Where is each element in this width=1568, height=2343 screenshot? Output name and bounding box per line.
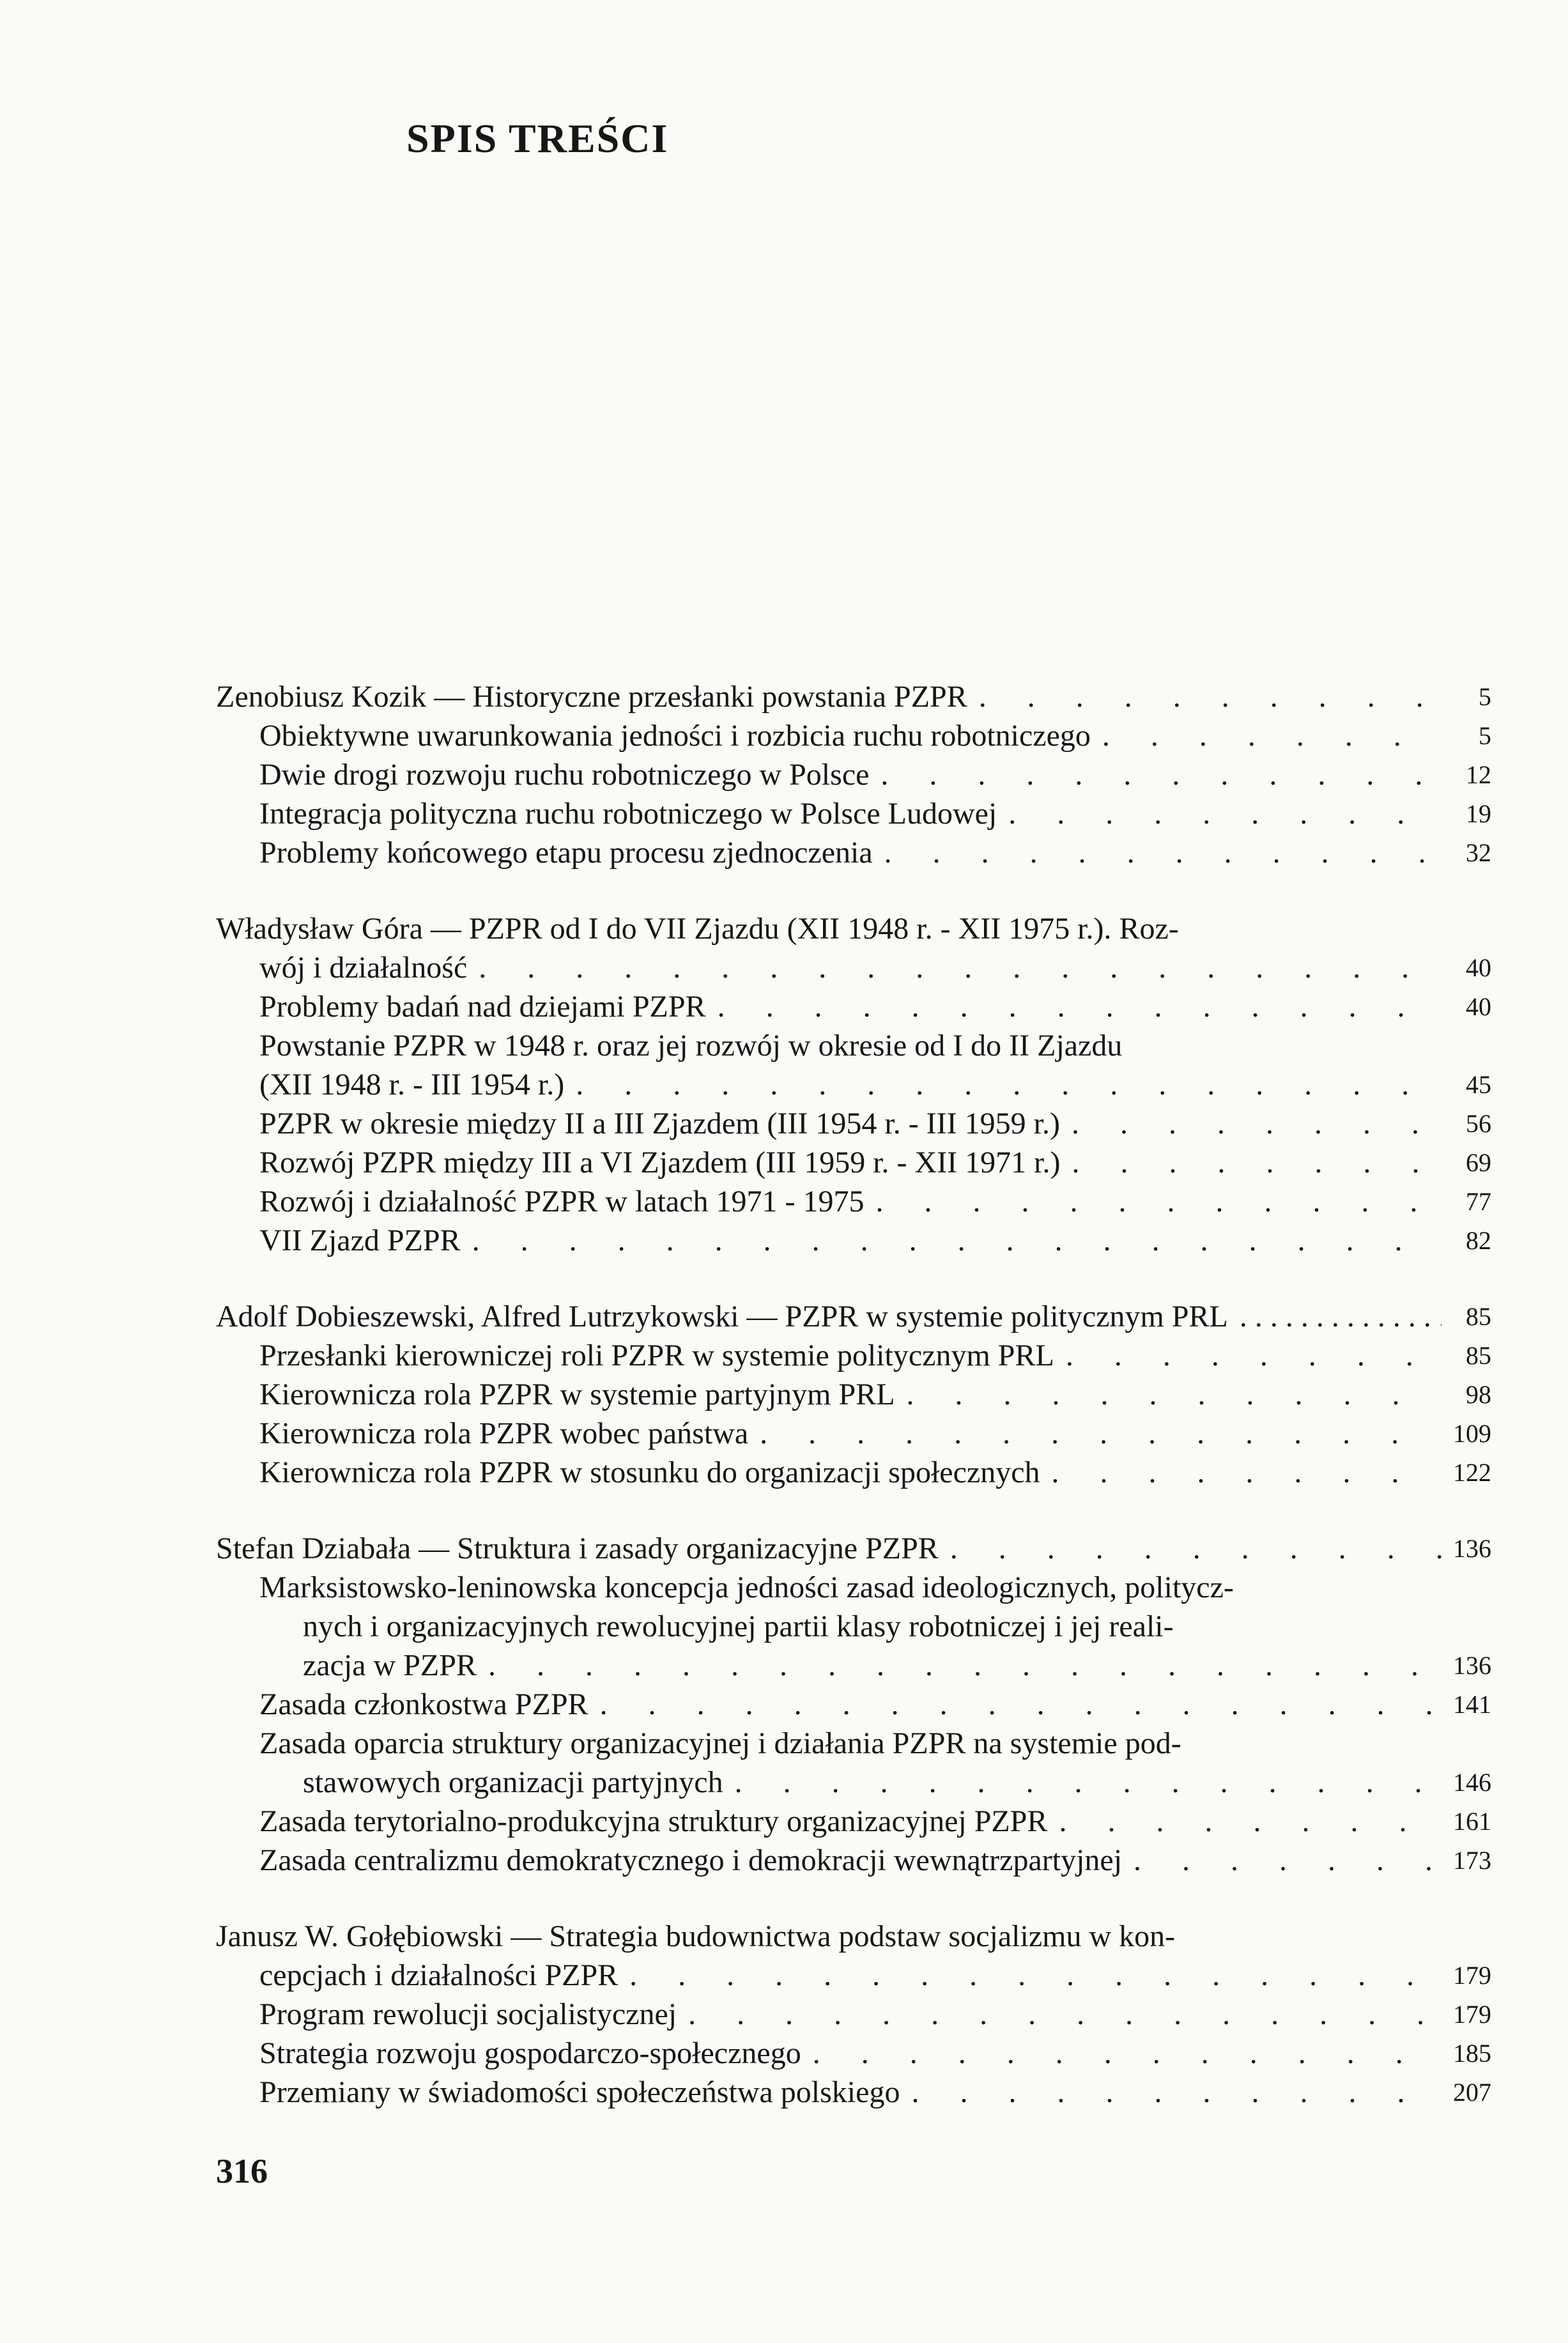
toc-subentry[interactable] [216, 1841, 1491, 1880]
toc-subentry-line2[interactable] [216, 1763, 1491, 1802]
toc-subentry[interactable] [216, 1143, 1491, 1182]
chapter-title: Adolf Dobieszewski, Alfred Lutrzykowski — PZPR w systemie politycznym PRL [216, 1300, 1228, 1333]
subentry-page: 5 [1479, 721, 1491, 750]
subentry-title-cont: zacja w PZPR [303, 1648, 477, 1682]
subentry-title: Strategia rozwoju gospodarczo-społecznego [259, 2036, 801, 2070]
toc-chapter-line2[interactable] [216, 1956, 1491, 1995]
dot-leader [907, 1375, 1441, 1414]
toc-subentry[interactable] [216, 755, 1491, 794]
dot-leader [1066, 1336, 1441, 1375]
subentry-title: Kierownicza rola PZPR wobec państwa [259, 1417, 749, 1450]
dot-leader [1240, 1297, 1441, 1336]
toc-chapter[interactable] [216, 677, 1491, 716]
dot-leader [884, 833, 1441, 872]
toc-subentry[interactable] [216, 1802, 1491, 1841]
subentry-title: Zasada oparcia struktury organizacyjnej i działania PZPR na systemie pod- [259, 1726, 1181, 1760]
dot-leader [1072, 1104, 1441, 1143]
chapter-page: 5 [1479, 682, 1491, 711]
chapter-title: Janusz W. Gołębiowski — Strategia budownictwa podstaw socjalizmu w kon- [216, 1919, 1176, 1953]
dot-leader [950, 1529, 1441, 1568]
subentry-title: Problemy końcowego etapu procesu zjednoczenia [259, 836, 873, 870]
subentry-title: Zasada centralizmu demokratycznego i demokracji wewnątrzpartyjnej [259, 1843, 1123, 1877]
toc-chapter[interactable] [216, 1297, 1491, 1336]
toc-subentry[interactable] [216, 794, 1491, 833]
subentry-page: 185 [1453, 2039, 1491, 2068]
subentry-title: Zasada terytorialno-produkcyjna struktury organizacyjnej PZPR [259, 1804, 1048, 1838]
dot-leader [876, 1182, 1441, 1221]
dot-leader [813, 2034, 1441, 2073]
chapter-page: 85 [1466, 1302, 1491, 1331]
chapter-page: 40 [1466, 953, 1491, 982]
toc-section [216, 1297, 1491, 1492]
subentry-title-cont: (XII 1948 r. - III 1954 r.) [259, 1068, 565, 1102]
toc-subentry[interactable] [216, 1995, 1491, 2034]
subentry-title: Obiektywne uwarunkowania jedności i rozbicia ruchu robotniczego [259, 719, 1091, 753]
dot-leader [760, 1414, 1441, 1453]
subentry-title: VII Zjazd PZPR [259, 1224, 461, 1257]
dot-leader [576, 1065, 1441, 1104]
subentry-page: 109 [1453, 1419, 1491, 1448]
chapter-title: Stefan Dziabała — Struktura i zasady organizacyjne PZPR [216, 1532, 939, 1565]
subentry-page: 122 [1453, 1458, 1491, 1487]
chapter-title: Władysław Góra — PZPR od I do VII Zjazdu (XII 1948 r. - XII 1975 r.). Roz- [216, 912, 1179, 946]
chapter-title-cont: cepcjach i działalności PZPR [259, 1958, 619, 1992]
toc-section [216, 1917, 1491, 2112]
subentry-page: 82 [1466, 1226, 1491, 1255]
subentry-title-cont: stawowych organizacji partyjnych [303, 1765, 723, 1799]
toc-subentry[interactable] [216, 1104, 1491, 1143]
dot-leader [629, 1956, 1441, 1995]
subentry-page: 40 [1466, 992, 1491, 1021]
dot-leader [979, 677, 1441, 716]
toc-subentry[interactable] [216, 987, 1491, 1026]
subentry-page: 141 [1453, 1690, 1491, 1719]
dot-leader [880, 755, 1441, 794]
subentry-page: 179 [1453, 2000, 1491, 2029]
toc-subentry-line1[interactable] [216, 1026, 1491, 1065]
subentry-page: 161 [1453, 1807, 1491, 1836]
toc-subentry-line1[interactable] [216, 1724, 1491, 1763]
toc-subentry[interactable] [216, 716, 1491, 755]
toc-subentry-line3[interactable] [216, 1646, 1491, 1685]
subentry-title: PZPR w okresie między II a III Zjazdem (III 1954 r. - III 1959 r.) [259, 1107, 1060, 1141]
dot-leader [472, 1221, 1441, 1260]
toc-subentry[interactable] [216, 1685, 1491, 1724]
dot-leader [718, 987, 1441, 1026]
subentry-page: 69 [1466, 1148, 1491, 1177]
page-number: 316 [216, 2152, 268, 2190]
subentry-title-cont: nych i organizacyjnych rewolucyjnej partii klasy robotniczej i jej reali- [303, 1609, 1174, 1643]
toc-section [216, 909, 1491, 1260]
toc-subentry-line2[interactable] [216, 1065, 1491, 1104]
toc-subentry-line1[interactable] [216, 1568, 1491, 1607]
chapter-title: Zenobiusz Kozik — Historyczne przesłanki powstania PZPR [216, 680, 967, 714]
toc-subentry[interactable] [216, 1375, 1491, 1414]
subentry-title: Integracja polityczna ruchu robotniczego w Polsce Ludowej [259, 797, 997, 831]
toc-chapter[interactable] [216, 1529, 1491, 1568]
toc-section [216, 677, 1491, 872]
toc-subentry[interactable] [216, 1453, 1491, 1492]
subentry-title: Dwie drogi rozwoju ruchu robotniczego w Polsce [259, 758, 870, 792]
subentry-page: 85 [1466, 1341, 1491, 1370]
subentry-page: 146 [1453, 1768, 1491, 1797]
toc-subentry[interactable] [216, 1414, 1491, 1453]
dot-leader [600, 1685, 1441, 1724]
dot-leader [1102, 716, 1441, 755]
subentry-page: 173 [1453, 1846, 1491, 1875]
toc-chapter-line1[interactable] [216, 1917, 1491, 1956]
subentry-page: 32 [1466, 838, 1491, 867]
dot-leader [1052, 1453, 1442, 1492]
page-title: SPIS TREŚCI [406, 116, 669, 161]
subentry-title: Przemiany w świadomości społeczeństwa polskiego [259, 2075, 900, 2109]
toc-subentry[interactable] [216, 2034, 1491, 2073]
dot-leader [688, 1995, 1441, 2034]
toc-subentry[interactable] [216, 833, 1491, 872]
dot-leader [1134, 1841, 1441, 1880]
subentry-page: 136 [1453, 1651, 1491, 1680]
table-of-contents [216, 677, 1491, 2149]
subentry-title: Kierownicza rola PZPR w systemie partyjnym PRL [259, 1378, 895, 1411]
subentry-title: Marksistowsko-leninowska koncepcja jedności zasad ideologicznych, politycz- [259, 1571, 1234, 1604]
subentry-title: Powstanie PZPR w 1948 r. oraz jej rozwój w okresie od I do II Zjazdu [259, 1029, 1123, 1063]
toc-section [216, 1529, 1491, 1880]
toc-chapter-line1[interactable] [216, 909, 1491, 948]
toc-subentry[interactable] [216, 1182, 1491, 1221]
subentry-page: 77 [1466, 1187, 1491, 1216]
chapter-page: 179 [1453, 1961, 1491, 1990]
subentry-page: 207 [1453, 2078, 1491, 2107]
toc-subentry[interactable] [216, 1221, 1491, 1260]
subentry-title: Problemy badań nad dziejami PZPR [259, 990, 706, 1024]
subentry-page: 12 [1466, 760, 1491, 789]
subentry-title: Rozwój PZPR między III a VI Zjazdem (III 1959 r. - XII 1971 r.) [259, 1146, 1061, 1179]
dot-leader [735, 1763, 1441, 1802]
subentry-title: Kierownicza rola PZPR w stosunku do organizacji społecznych [259, 1456, 1040, 1489]
subentry-title: Rozwój i działalność PZPR w latach 1971 - 1975 [259, 1185, 865, 1218]
toc-subentry[interactable] [216, 1336, 1491, 1375]
subentry-page: 56 [1466, 1109, 1491, 1138]
subentry-page: 19 [1466, 799, 1491, 828]
dot-leader [911, 2073, 1441, 2112]
subentry-page: 98 [1466, 1380, 1491, 1409]
chapter-page: 136 [1453, 1534, 1491, 1563]
toc-subentry[interactable] [216, 2073, 1491, 2112]
toc-chapter-line2[interactable] [216, 948, 1491, 987]
dot-leader [1072, 1143, 1441, 1182]
subentry-title: Zasada członkostwa PZPR [259, 1687, 588, 1721]
dot-leader [488, 1646, 1441, 1685]
subentry-title: Program rewolucji socjalistycznej [259, 1997, 677, 2031]
dot-leader [1008, 794, 1441, 833]
toc-subentry-line2[interactable] [216, 1607, 1491, 1646]
chapter-title-cont: wój i działalność [259, 951, 468, 985]
dot-leader [1059, 1802, 1441, 1841]
subentry-page: 45 [1466, 1070, 1491, 1099]
dot-leader [479, 948, 1441, 987]
subentry-title: Przesłanki kierowniczej roli PZPR w systemie politycznym PRL [259, 1339, 1054, 1372]
